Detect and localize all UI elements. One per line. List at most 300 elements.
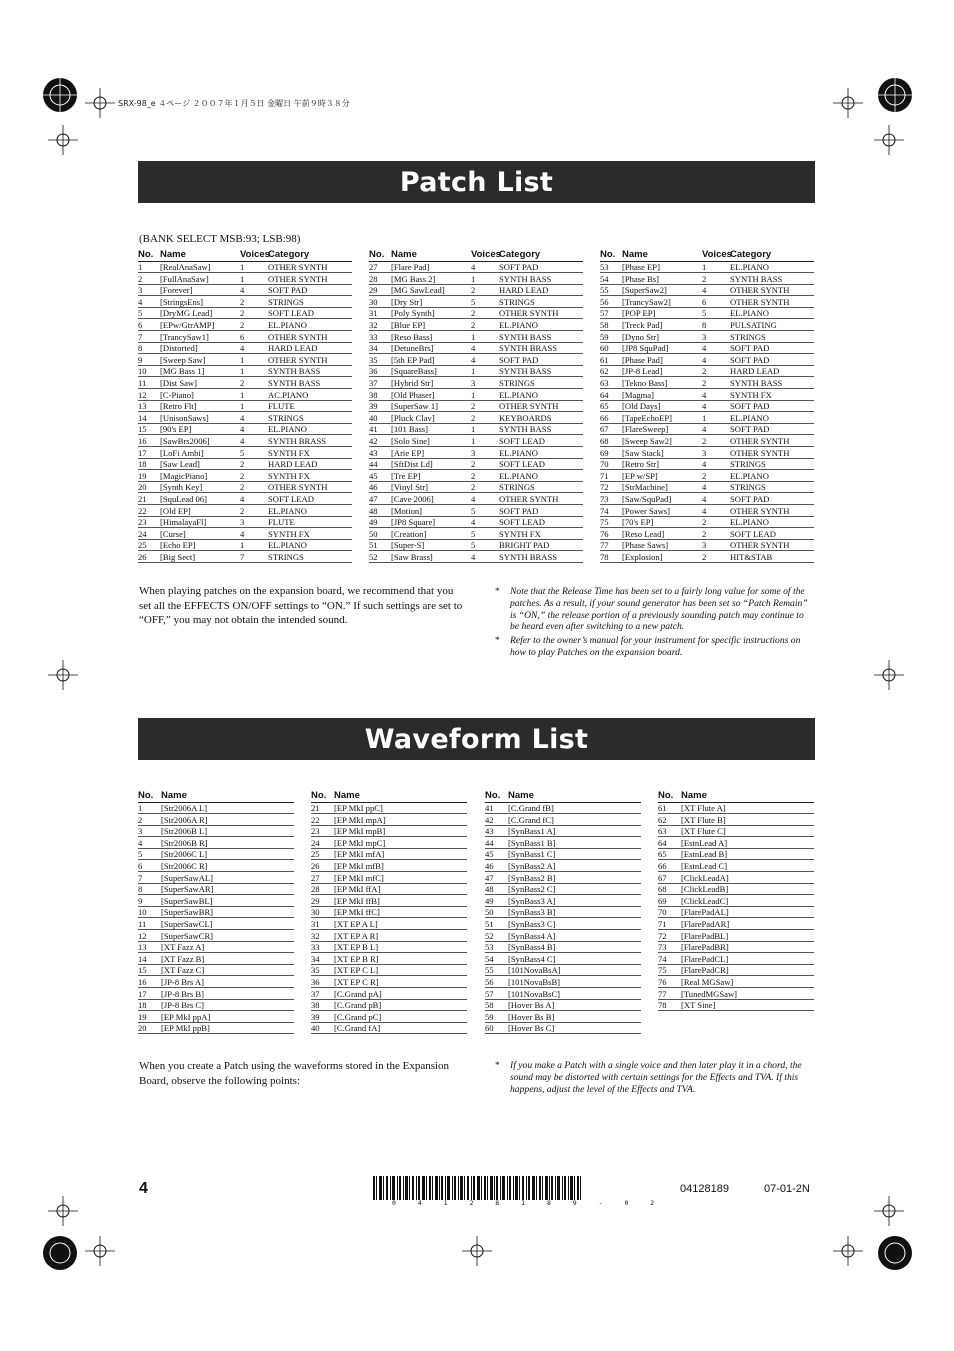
table-row xyxy=(369,354,583,366)
waveform-number: 45 xyxy=(485,848,508,860)
patch-category: SYNTH BASS xyxy=(499,331,583,343)
registration-mark-bottom-right xyxy=(872,1230,918,1276)
patch-voices: 2 xyxy=(471,470,499,482)
table-row xyxy=(600,319,814,331)
patch-category: OTHER SYNTH xyxy=(730,284,814,296)
waveform-name: [C.Grand fA] xyxy=(334,1022,467,1034)
table-row xyxy=(311,802,467,814)
waveform-table-2 xyxy=(311,789,467,1034)
patch-category: EL.PIANO xyxy=(268,504,352,516)
patch-category: OTHER SYNTH xyxy=(730,504,814,516)
table-row xyxy=(485,976,641,988)
patch-number: 19 xyxy=(138,470,160,482)
table-row xyxy=(369,528,583,540)
waveform-name: [SynBass2 C] xyxy=(508,883,641,895)
table-row xyxy=(138,895,294,907)
patch-category: EL.PIANO xyxy=(499,389,583,401)
table-row xyxy=(485,872,641,884)
patch-name: [Forever] xyxy=(160,284,240,296)
table-row xyxy=(369,365,583,377)
table-row xyxy=(138,273,352,285)
table-row xyxy=(369,447,583,459)
patch-name: [SuperSaw2] xyxy=(622,284,702,296)
table-row xyxy=(138,941,294,953)
waveform-name: [Hover Bs C] xyxy=(508,1022,641,1034)
table-row xyxy=(311,976,467,988)
patch-name: [101 Bass] xyxy=(391,423,471,435)
patch-name: [JP8 SquPad] xyxy=(622,342,702,354)
patch-voices: 3 xyxy=(471,447,499,459)
patch-name: [Retro Str] xyxy=(622,458,702,470)
waveform-name: [ClickLeadA] xyxy=(681,872,814,884)
table-row xyxy=(369,319,583,331)
table-row xyxy=(138,930,294,942)
barcode-digits: 0 4 1 2 8 1 8 9 - 0 2 xyxy=(392,1199,664,1207)
table-row xyxy=(369,551,583,563)
patch-category: SOFT PAD xyxy=(499,354,583,366)
table-row xyxy=(658,872,814,884)
registration-mark-bottom-left xyxy=(37,1230,83,1276)
waveform-number: 53 xyxy=(485,941,508,953)
patch-voices: 3 xyxy=(702,331,730,343)
table-row xyxy=(658,860,814,872)
waveform-number: 9 xyxy=(138,895,161,907)
patch-category: SOFT LEAD xyxy=(268,493,352,505)
patch-number: 16 xyxy=(138,435,160,447)
table-row xyxy=(369,539,583,551)
table-row xyxy=(138,481,352,493)
table-header-row xyxy=(600,248,814,261)
patch-voices: 4 xyxy=(471,551,499,563)
patch-voices: 1 xyxy=(471,273,499,285)
patch-number: 71 xyxy=(600,470,622,482)
table-row xyxy=(138,261,352,273)
patch-category: HARD LEAD xyxy=(268,458,352,470)
patch-number: 76 xyxy=(600,528,622,540)
patch-name: [SawBrs2006] xyxy=(160,435,240,447)
crosshair-mark xyxy=(874,660,904,690)
patch-voices: 4 xyxy=(240,423,268,435)
table-row xyxy=(485,988,641,1000)
table-row xyxy=(311,883,467,895)
patch-category: EL.PIANO xyxy=(268,319,352,331)
table-row xyxy=(138,528,352,540)
waveform-name: [XT Fazz C] xyxy=(161,964,294,976)
table-row xyxy=(600,423,814,435)
patch-category: SYNTH BASS xyxy=(268,377,352,389)
patch-voices: 2 xyxy=(240,319,268,331)
waveform-number: 18 xyxy=(138,999,161,1011)
waveform-number: 73 xyxy=(658,941,681,953)
table-row xyxy=(369,435,583,447)
table-row xyxy=(138,551,352,563)
patch-number: 20 xyxy=(138,481,160,493)
waveform-name: [C.Grand pC] xyxy=(334,1011,467,1023)
patch-number: 15 xyxy=(138,423,160,435)
patch-voices: 4 xyxy=(471,261,499,273)
waveform-number: 59 xyxy=(485,1011,508,1023)
patch-category: SYNTH FX xyxy=(268,528,352,540)
waveform-number: 12 xyxy=(138,930,161,942)
waveform-name: [101NovaBsC] xyxy=(508,988,641,1000)
patch-name: [Phase EP] xyxy=(622,261,702,273)
table-row xyxy=(485,930,641,942)
waveform-number: 70 xyxy=(658,906,681,918)
waveform-name: [SuperSawAR] xyxy=(161,883,294,895)
patch-category: EL.PIANO xyxy=(499,470,583,482)
patch-name: [Power Saws] xyxy=(622,504,702,516)
patch-voices: 1 xyxy=(240,354,268,366)
patch-category: OTHER SYNTH xyxy=(268,273,352,285)
patch-voices: 1 xyxy=(471,423,499,435)
patch-name: [5th EP Pad] xyxy=(391,354,471,366)
waveform-number: 43 xyxy=(485,825,508,837)
patch-name: [Old Days] xyxy=(622,400,702,412)
waveform-name: [FlarePadAL] xyxy=(681,906,814,918)
patch-voices: 1 xyxy=(471,331,499,343)
table-row xyxy=(138,284,352,296)
table-row xyxy=(138,504,352,516)
waveform-name: [JP-8 Brs B] xyxy=(161,988,294,1000)
waveform-number: 17 xyxy=(138,988,161,1000)
table-row xyxy=(138,319,352,331)
waveform-number: 13 xyxy=(138,941,161,953)
patch-voices: 4 xyxy=(702,400,730,412)
waveform-number: 46 xyxy=(485,860,508,872)
patch-category: HARD LEAD xyxy=(499,284,583,296)
waveform-name: [SynBass2 A] xyxy=(508,860,641,872)
patch-number: 26 xyxy=(138,551,160,563)
patch-number: 57 xyxy=(600,307,622,319)
patch-number: 54 xyxy=(600,273,622,285)
waveform-name: [SuperSawBL] xyxy=(161,895,294,907)
patch-category: SYNTH BASS xyxy=(499,273,583,285)
patch-category: BRIGHT PAD xyxy=(499,539,583,551)
note-marker: * xyxy=(495,635,500,646)
patch-category: PULSATING xyxy=(730,319,814,331)
waveform-name: [EP MkI mpC] xyxy=(334,837,467,849)
patch-number: 78 xyxy=(600,551,622,563)
patch-effects-paragraph: When playing patches on the expansion board, we recommend that you set all the EFFECTS ON/OFF settings to “ON.” If such settings are set to “OFF,” you may not obtain the intended sound. xyxy=(139,585,463,627)
patch-category: STRINGS xyxy=(499,481,583,493)
patch-voices: 4 xyxy=(702,423,730,435)
table-row xyxy=(311,872,467,884)
patch-number: 63 xyxy=(600,377,622,389)
patch-number: 49 xyxy=(369,516,391,528)
patch-voices: 1 xyxy=(471,435,499,447)
waveform-table-4 xyxy=(658,789,814,1011)
patch-name: [Retro Flt] xyxy=(160,400,240,412)
patch-category: FLUTE xyxy=(268,400,352,412)
waveform-name: [Str2006A L] xyxy=(161,802,294,814)
table-row xyxy=(138,296,352,308)
patch-voices: 2 xyxy=(471,319,499,331)
waveform-number: 78 xyxy=(658,999,681,1011)
patch-number: 51 xyxy=(369,539,391,551)
patch-number: 72 xyxy=(600,481,622,493)
table-row xyxy=(600,539,814,551)
patch-name: [MG Bass 2] xyxy=(391,273,471,285)
patch-name: [Pluck Clav] xyxy=(391,412,471,424)
patch-voices: 5 xyxy=(471,539,499,551)
table-row xyxy=(658,964,814,976)
waveform-name: [XT EP A R] xyxy=(334,930,467,942)
patch-name: [Solo Sine] xyxy=(391,435,471,447)
patch-category: OTHER SYNTH xyxy=(730,539,814,551)
patch-voices: 4 xyxy=(702,389,730,401)
patch-number: 12 xyxy=(138,389,160,401)
patch-voices: 2 xyxy=(702,377,730,389)
patch-name: [Distorted] xyxy=(160,342,240,354)
patch-name: [SquareBass] xyxy=(391,365,471,377)
waveform-name: [SuperSawCL] xyxy=(161,918,294,930)
patch-number: 41 xyxy=(369,423,391,435)
patch-voices: 2 xyxy=(471,481,499,493)
table-row xyxy=(138,872,294,884)
patch-voices: 6 xyxy=(702,296,730,308)
patch-name: [Saw Stack] xyxy=(622,447,702,459)
waveform-number: 14 xyxy=(138,953,161,965)
waveform-list-title: Waveform List xyxy=(138,718,815,760)
column-header-name: Name xyxy=(161,789,294,802)
patch-voices: 2 xyxy=(240,504,268,516)
patch-name: [Flare Pad] xyxy=(391,261,471,273)
patch-number: 58 xyxy=(600,319,622,331)
table-row xyxy=(369,284,583,296)
waveform-table-3 xyxy=(485,789,641,1034)
patch-category: EL.PIANO xyxy=(499,319,583,331)
waveform-number: 1 xyxy=(138,802,161,814)
patch-category: SYNTH FX xyxy=(499,528,583,540)
patch-name: [Phase Pad] xyxy=(622,354,702,366)
patch-voices: 4 xyxy=(471,342,499,354)
table-row xyxy=(311,825,467,837)
table-row xyxy=(658,802,814,814)
patch-number: 31 xyxy=(369,307,391,319)
patch-category: SYNTH BRASS xyxy=(268,435,352,447)
waveform-name: [TunedMGSaw] xyxy=(681,988,814,1000)
waveform-number: 65 xyxy=(658,848,681,860)
table-row xyxy=(600,447,814,459)
waveform-name: [JP-8 Brs C] xyxy=(161,999,294,1011)
waveform-name: [EP MkI mfB] xyxy=(334,860,467,872)
waveform-name: [EP MkI mfC] xyxy=(334,872,467,884)
patch-name: [TapeEchoEP] xyxy=(622,412,702,424)
patch-voices: 1 xyxy=(240,389,268,401)
patch-voices: 4 xyxy=(702,354,730,366)
patch-name: [Echo EP] xyxy=(160,539,240,551)
patch-number: 28 xyxy=(369,273,391,285)
patch-name: [Phase Bs] xyxy=(622,273,702,285)
patch-name: [Motion] xyxy=(391,504,471,516)
waveform-number: 22 xyxy=(311,814,334,826)
waveform-name: [SynBass1 B] xyxy=(508,837,641,849)
patch-category: OTHER SYNTH xyxy=(730,447,814,459)
waveform-number: 23 xyxy=(311,825,334,837)
patch-number: 65 xyxy=(600,400,622,412)
patch-voices: 2 xyxy=(702,470,730,482)
waveform-name: [C.Grand pB] xyxy=(334,999,467,1011)
table-row xyxy=(138,447,352,459)
patch-category: STRINGS xyxy=(268,551,352,563)
patch-number: 5 xyxy=(138,307,160,319)
patch-category: STRINGS xyxy=(268,412,352,424)
patch-voices: 1 xyxy=(471,365,499,377)
patch-name: [Reso Lead] xyxy=(622,528,702,540)
waveform-number: 5 xyxy=(138,848,161,860)
patch-name: [Tre EP] xyxy=(391,470,471,482)
patch-voices: 4 xyxy=(702,458,730,470)
waveform-paragraph: When you create a Patch using the waveforms stored in the Expansion Board, observe the following points: xyxy=(139,1060,450,1087)
waveform-number: 21 xyxy=(311,802,334,814)
waveform-number: 38 xyxy=(311,999,334,1011)
patch-number: 66 xyxy=(600,412,622,424)
patch-category: EL.PIANO xyxy=(730,516,814,528)
waveform-name: [C.Grand fB] xyxy=(508,802,641,814)
patch-category: EL.PIANO xyxy=(268,423,352,435)
patch-number: 25 xyxy=(138,539,160,551)
patch-name: [DetuneBrs] xyxy=(391,342,471,354)
waveform-name: [XT Flute C] xyxy=(681,825,814,837)
table-header-row xyxy=(138,248,352,261)
waveform-number: 25 xyxy=(311,848,334,860)
waveform-number: 56 xyxy=(485,976,508,988)
table-row xyxy=(138,493,352,505)
patch-number: 59 xyxy=(600,331,622,343)
crosshair-mark xyxy=(874,125,904,155)
column-header-no: No. xyxy=(369,248,391,261)
table-row xyxy=(369,307,583,319)
patch-voices: 1 xyxy=(702,412,730,424)
patch-category: EL.PIANO xyxy=(730,261,814,273)
patch-table-3 xyxy=(600,248,814,563)
waveform-name: [Str2006C L] xyxy=(161,848,294,860)
waveform-number: 69 xyxy=(658,895,681,907)
waveform-name: [SynBass4 A] xyxy=(508,930,641,942)
patch-table-2 xyxy=(369,248,583,563)
table-row xyxy=(485,860,641,872)
patch-category: STRINGS xyxy=(730,331,814,343)
patch-voices: 5 xyxy=(471,528,499,540)
waveform-number: 16 xyxy=(138,976,161,988)
patch-number: 8 xyxy=(138,342,160,354)
waveform-name: [ClickLeadB] xyxy=(681,883,814,895)
table-row xyxy=(138,365,352,377)
table-row xyxy=(485,814,641,826)
column-header-no: No. xyxy=(600,248,622,261)
waveform-name: [XT EP C R] xyxy=(334,976,467,988)
patch-voices: 2 xyxy=(471,284,499,296)
crosshair-mark xyxy=(48,125,78,155)
waveform-name: [XT Sine] xyxy=(681,999,814,1011)
table-row xyxy=(311,1011,467,1023)
patch-name: [Sweep Saw2] xyxy=(622,435,702,447)
patch-name: [Creation] xyxy=(391,528,471,540)
table-row xyxy=(658,883,814,895)
patch-number: 53 xyxy=(600,261,622,273)
patch-name: [Dyno Str] xyxy=(622,331,702,343)
table-row xyxy=(658,825,814,837)
table-row xyxy=(485,1011,641,1023)
waveform-number: 76 xyxy=(658,976,681,988)
crosshair-mark xyxy=(48,1196,78,1226)
print-header-line: SRX-98_e ４ページ ２００７年１月５日 金曜日 午前９時３８分 xyxy=(118,99,350,108)
waveform-name: [Hover Bs A] xyxy=(508,999,641,1011)
patch-number: 7 xyxy=(138,331,160,343)
patch-category: OTHER SYNTH xyxy=(730,296,814,308)
patch-voices: 4 xyxy=(240,284,268,296)
patch-voices: 5 xyxy=(702,307,730,319)
table-row xyxy=(369,504,583,516)
waveform-number: 19 xyxy=(138,1011,161,1023)
waveform-number: 68 xyxy=(658,883,681,895)
table-row xyxy=(138,964,294,976)
table-row xyxy=(138,516,352,528)
table-row xyxy=(658,848,814,860)
table-row xyxy=(600,493,814,505)
crosshair-mark xyxy=(833,88,863,118)
table-row xyxy=(138,860,294,872)
table-row xyxy=(485,1022,641,1034)
table-row xyxy=(138,999,294,1011)
patch-number: 11 xyxy=(138,377,160,389)
waveform-number: 29 xyxy=(311,895,334,907)
patch-voices: 2 xyxy=(240,458,268,470)
waveform-number: 27 xyxy=(311,872,334,884)
patch-category: SOFT PAD xyxy=(268,284,352,296)
waveform-number: 50 xyxy=(485,906,508,918)
patch-name: [RealAnaSaw] xyxy=(160,261,240,273)
patch-voices: 4 xyxy=(471,493,499,505)
patch-voices: 4 xyxy=(471,516,499,528)
patch-category: SOFT LEAD xyxy=(499,516,583,528)
waveform-name: [C.Grand pA] xyxy=(334,988,467,1000)
waveform-name: [EstnLead A] xyxy=(681,837,814,849)
table-row xyxy=(311,860,467,872)
waveform-number: 26 xyxy=(311,860,334,872)
table-row xyxy=(311,1022,467,1034)
patch-name: [Arie EP] xyxy=(391,447,471,459)
patch-number: 29 xyxy=(369,284,391,296)
table-row xyxy=(485,918,641,930)
table-row xyxy=(485,953,641,965)
patch-number: 74 xyxy=(600,504,622,516)
patch-number: 1 xyxy=(138,261,160,273)
table-header-row xyxy=(658,789,814,802)
waveform-number: 72 xyxy=(658,930,681,942)
patch-category: SYNTH BRASS xyxy=(499,551,583,563)
patch-voices: 1 xyxy=(240,539,268,551)
patch-voices: 4 xyxy=(702,504,730,516)
patch-voices: 4 xyxy=(702,284,730,296)
patch-voices: 5 xyxy=(471,504,499,516)
patch-number: 36 xyxy=(369,365,391,377)
table-row xyxy=(138,423,352,435)
patch-category: SYNTH BRASS xyxy=(499,342,583,354)
patch-category: OTHER SYNTH xyxy=(499,493,583,505)
waveform-number: 3 xyxy=(138,825,161,837)
waveform-name: [FlarePadCL] xyxy=(681,953,814,965)
patch-number: 18 xyxy=(138,458,160,470)
patch-category: SYNTH BASS xyxy=(268,365,352,377)
patch-number: 69 xyxy=(600,447,622,459)
patch-name: [Poly Synth] xyxy=(391,307,471,319)
patch-voices: 2 xyxy=(240,481,268,493)
table-row xyxy=(600,377,814,389)
patch-voices: 3 xyxy=(702,447,730,459)
patch-category: HIT&STAB xyxy=(730,551,814,563)
waveform-number: 75 xyxy=(658,964,681,976)
